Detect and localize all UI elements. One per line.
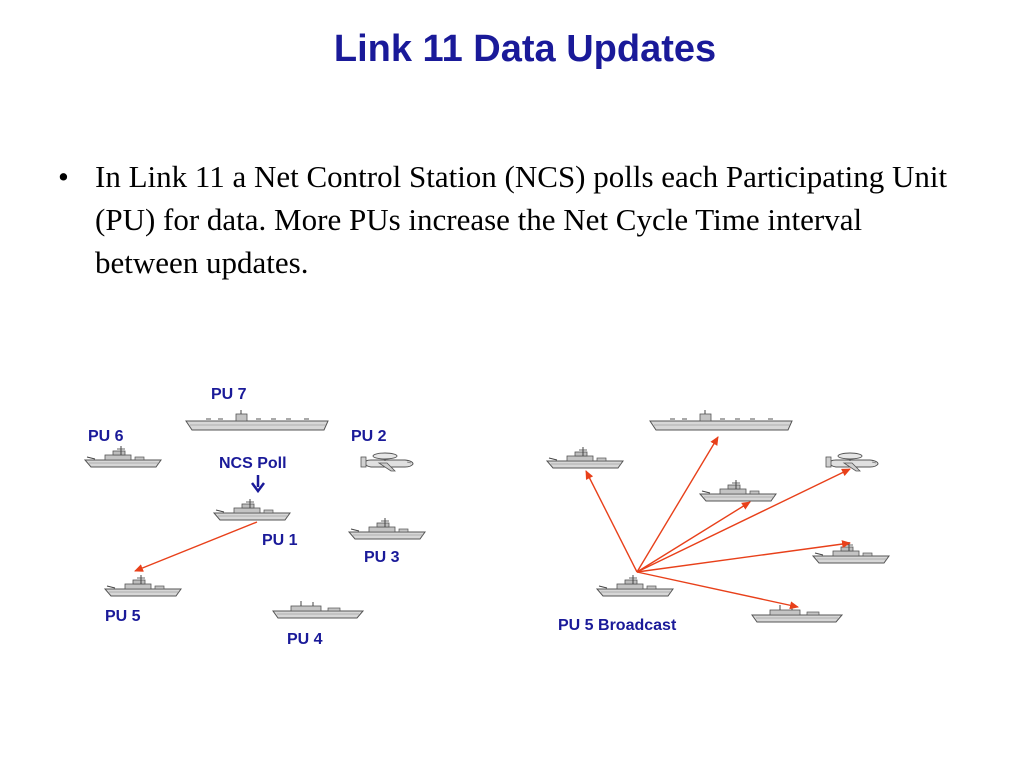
label-pu5-broadcast: PU 5 Broadcast xyxy=(558,617,677,634)
ship-pu4-icon xyxy=(752,605,842,622)
broadcast-diagram xyxy=(547,410,889,634)
label-pu6: PU 6 xyxy=(88,428,124,445)
aircraft-pu2-icon xyxy=(826,453,878,471)
label-pu1: PU 1 xyxy=(262,532,298,549)
bullet-marker: • xyxy=(58,159,69,194)
ship-pu6-icon xyxy=(547,447,623,468)
broadcast-arrow-pu6 xyxy=(586,471,637,572)
aircraft-pu2-icon xyxy=(361,453,413,471)
bullet-text: In Link 11 a Net Control Station (NCS) polls each Participating Unit (PU) for data. More PUs increase the Net Cycle Time interval between updates. xyxy=(95,159,948,280)
ship-pu7-icon xyxy=(650,410,792,430)
ship-pu4-icon xyxy=(273,601,363,618)
ship-pu3-icon xyxy=(349,518,425,539)
label-ncs-poll: NCS Poll xyxy=(219,455,287,472)
ship-pu1-icon xyxy=(214,499,290,520)
ship-pu6-icon xyxy=(85,446,161,467)
poll-arrow xyxy=(135,522,257,571)
ship-pu3-icon xyxy=(813,542,889,563)
ncs-poll-diagram xyxy=(85,386,425,648)
label-pu4: PU 4 xyxy=(287,631,323,648)
label-pu3: PU 3 xyxy=(364,549,400,566)
ship-pu7-icon xyxy=(186,410,328,430)
label-pu2: PU 2 xyxy=(351,428,387,445)
down-arrow-icon xyxy=(252,475,264,491)
ship-pu5-icon xyxy=(597,575,673,596)
ship-pu5-icon xyxy=(105,575,181,596)
ship-pu1-icon xyxy=(700,480,776,501)
label-pu5: PU 5 xyxy=(105,608,141,625)
slide-title: Link 11 Data Updates xyxy=(333,28,717,70)
broadcast-arrow-pu1 xyxy=(637,502,750,572)
label-pu7: PU 7 xyxy=(211,386,247,403)
